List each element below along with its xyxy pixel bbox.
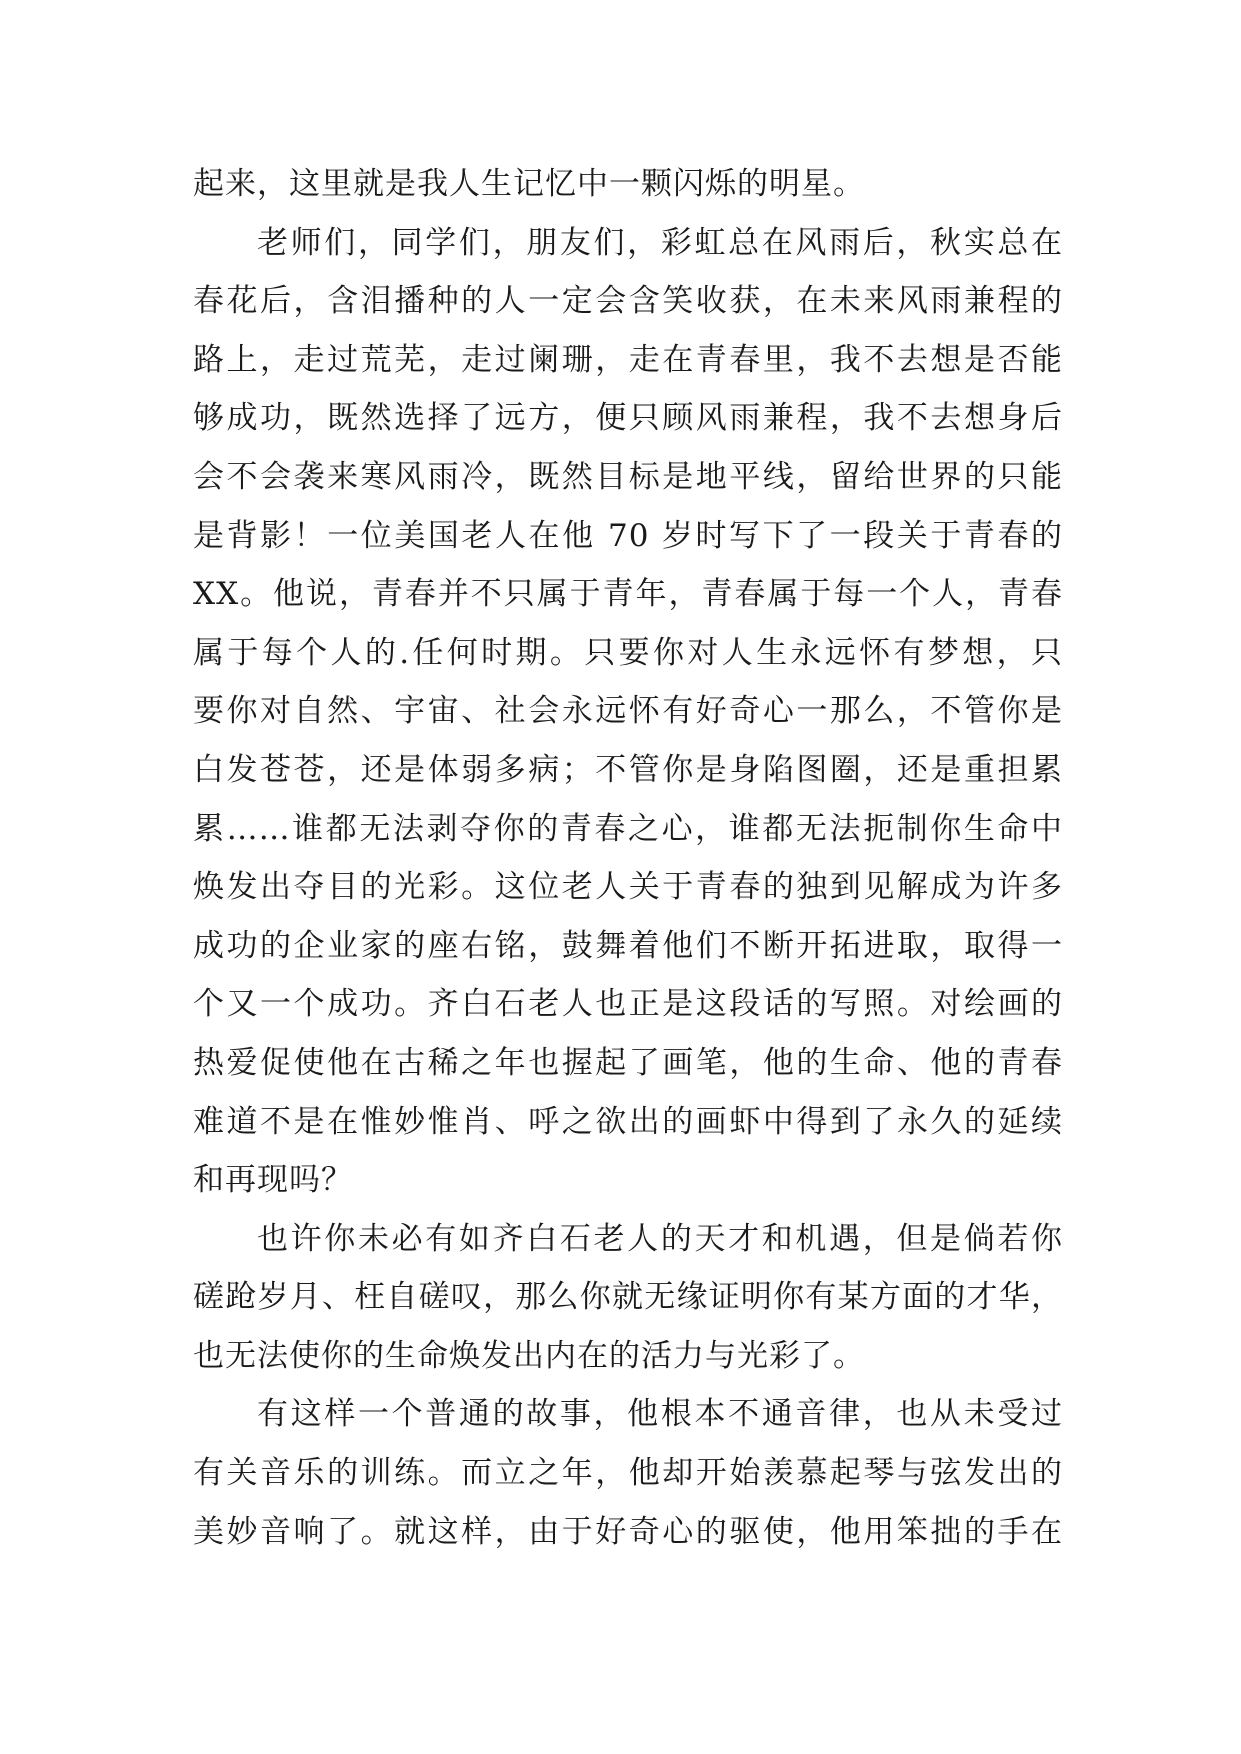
- text-line: 路上，走过荒芜，走过阑珊，走在青春里，我不去想是否能: [193, 341, 1063, 378]
- text-line: 热爱促使他在古稀之年也握起了画笔，他的生命、他的青春: [193, 1044, 1063, 1081]
- text-line: 成功的企业家的座右铭，鼓舞着他们不断开拓进取，取得一: [193, 927, 1063, 964]
- text-line: 春花后，含泪播种的人一定会含笑收获，在未来风雨兼程的: [193, 283, 1063, 320]
- document-body: [193, 155, 1063, 1561]
- text-line: 老师们，同学们，朋友们，彩虹总在风雨后，秋实总在: [257, 224, 1063, 261]
- text-line: 焕发出夺目的光彩。这位老人关于青春的独到见解成为许多: [193, 869, 1063, 906]
- text-line: 起来，这里就是我人生记忆中一颗闪烁的明星。: [193, 166, 865, 202]
- text-line: 累……谁都无法剥夺你的青春之心，谁都无法扼制你生命中: [193, 810, 1063, 847]
- text-line: 个又一个成功。齐白石老人也正是这段话的写照。对绘画的: [193, 986, 1063, 1023]
- text-line: 磋跄岁月、枉自磋叹，那么你就无缘证明你有某方面的才华，: [193, 1279, 1063, 1316]
- text-line: 和再现吗？: [193, 1162, 353, 1199]
- text-line: 够成功，既然选择了远方，便只顾风雨兼程，我不去想身后: [193, 400, 1063, 437]
- text-line: 也无法使你的生命焕发出内在的活力与光彩了。: [193, 1337, 865, 1374]
- text-line: XX。他说，青春并不只属于青年，青春属于每一个人，青春: [193, 576, 1063, 613]
- text-line: 白发苍苍，还是体弱多病；不管你是身陷图圈，还是重担累: [193, 751, 1063, 788]
- text-line: 有关音乐的训练。而立之年，他却开始羡慕起琴与弦发出的: [193, 1455, 1063, 1492]
- text-line: 要你对自然、宇宙、社会永远怀有好奇心一那么，不管你是: [193, 693, 1063, 730]
- text-line: 会不会袭来寒风雨冷，既然目标是地平线，留给世界的只能: [193, 458, 1063, 495]
- paragraph: [193, 155, 1063, 214]
- paragraph: [193, 1210, 1063, 1386]
- paragraph: [193, 214, 1063, 1210]
- text-line: 属于每个人的.任何时期。只要你对人生永远怀有梦想，只: [193, 634, 1063, 671]
- text-line: 难道不是在惟妙惟肖、呼之欲出的画虾中得到了永久的延续: [193, 1103, 1063, 1140]
- text-line: 也许你未必有如齐白石老人的天才和机遇，但是倘若你: [257, 1220, 1063, 1257]
- text-line: 是背影！一位美国老人在他 70 岁时写下了一段关于青春的: [193, 517, 1063, 554]
- text-line: 有这样一个普通的故事，他根本不通音律，也从未受过: [257, 1396, 1063, 1433]
- text-line: 美妙音响了。就这样，由于好奇心的驱使，他用笨拙的手在: [193, 1513, 1063, 1550]
- paragraph: [193, 1385, 1063, 1561]
